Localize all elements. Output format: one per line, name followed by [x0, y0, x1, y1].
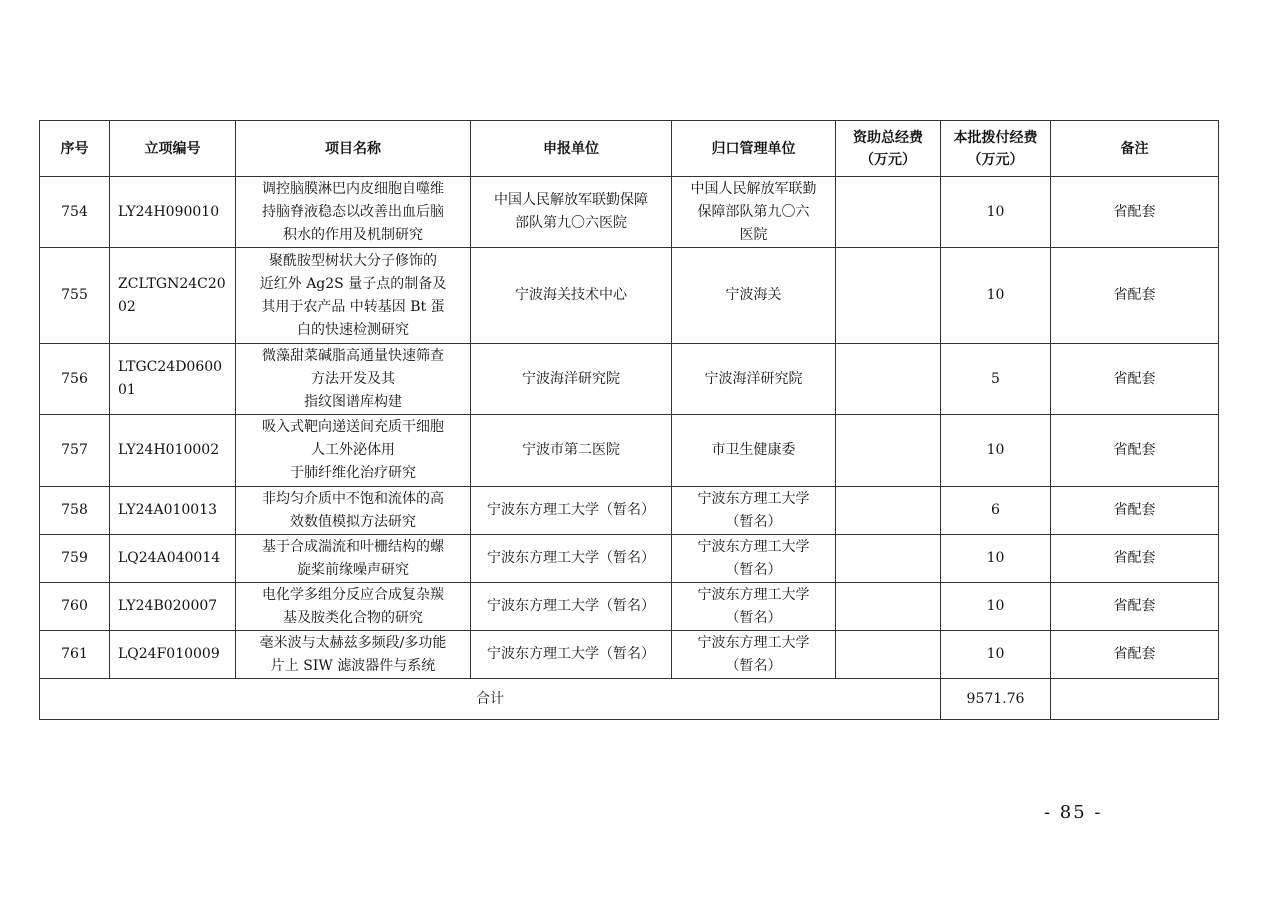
cell-manager-line: 市卫生健康委	[711, 442, 796, 458]
header-name: 项目名称	[236, 121, 471, 177]
cell-code: ZCLTGN24C2002	[110, 248, 236, 344]
cell-name	[236, 248, 471, 344]
cell-manager	[672, 631, 836, 679]
cell-seq: 760	[40, 583, 110, 631]
cell-name-line: 白的快速检测研究	[297, 321, 409, 338]
cell-seq: 761	[40, 631, 110, 679]
cell-name-line: 方法开发及其	[311, 370, 395, 387]
cell-remark: 省配套	[1051, 487, 1219, 535]
cell-manager-line: （暂名）	[725, 561, 782, 578]
table-row	[40, 177, 1219, 248]
cell-seq: 756	[40, 344, 110, 415]
cell-applicant	[471, 415, 672, 487]
cell-remark: 省配套	[1051, 535, 1219, 583]
cell-name-line: 近红外 Ag2S 量子点的制备及	[259, 275, 447, 292]
total-row	[40, 679, 1219, 720]
cell-code: LY24H090010	[110, 177, 236, 248]
cell-name-line: 效数值模拟方法研究	[290, 513, 416, 530]
header-total-funding-line1: 资助总经费	[853, 129, 923, 146]
cell-name	[236, 344, 471, 415]
cell-applicant	[471, 177, 672, 248]
cell-manager	[672, 177, 836, 248]
cell-manager-line: （暂名）	[725, 657, 782, 674]
cell-total-funding	[836, 415, 941, 487]
cell-applicant	[471, 487, 672, 535]
header-total-funding-line2: （万元）	[860, 151, 916, 168]
header-batch-funding	[941, 121, 1051, 177]
cell-name-line: 非均匀介质中不饱和流体的高	[262, 490, 444, 507]
cell-name-line: 吸入式靶向递送间充质干细胞	[262, 419, 444, 435]
header-batch-funding-line2: （万元）	[967, 151, 1024, 168]
cell-batch-funding: 10	[941, 583, 1051, 631]
cell-remark: 省配套	[1051, 415, 1219, 487]
cell-manager-line: （暂名）	[725, 513, 782, 530]
table-row	[40, 415, 1219, 487]
cell-name-line: 持脑脊液稳态以改善出血后脑	[262, 203, 444, 220]
table-row	[40, 631, 1219, 679]
cell-applicant	[471, 583, 672, 631]
table-body	[40, 177, 1219, 679]
cell-name-line: 其用于农产品 中转基因 Bt 蛋	[261, 298, 445, 315]
table-row	[40, 248, 1219, 344]
cell-manager	[672, 415, 836, 487]
header-applicant: 申报单位	[471, 121, 672, 177]
table-row	[40, 583, 1219, 631]
cell-name-line: 基于合成湍流和叶栅结构的螺	[262, 538, 444, 555]
cell-manager-line: 宁波东方理工大学	[697, 634, 810, 651]
cell-remark: 省配套	[1051, 177, 1219, 248]
cell-batch-funding: 10	[941, 415, 1051, 487]
cell-code: LY24B020007	[110, 583, 236, 631]
cell-applicant	[471, 631, 672, 679]
table-row	[40, 344, 1219, 415]
cell-batch-funding: 10	[941, 535, 1051, 583]
cell-name-line: 于肺纤维化治疗研究	[290, 465, 416, 481]
cell-batch-funding: 10	[941, 177, 1051, 248]
cell-name-line: 人工外泌体用	[311, 442, 395, 458]
cell-manager-line: 保障部队第九〇六	[697, 203, 810, 220]
cell-manager-line: 宁波东方理工大学	[697, 538, 810, 555]
cell-applicant-line: 中国人民解放军联勤保障	[494, 192, 648, 208]
cell-applicant-line: 宁波市第二医院	[522, 442, 620, 458]
cell-manager-line: 宁波东方理工大学	[697, 490, 810, 507]
cell-code: LQ24A040014	[110, 535, 236, 583]
cell-name	[236, 415, 471, 487]
header-manager: 归口管理单位	[672, 121, 836, 177]
cell-name-line: 旋桨前缘噪声研究	[297, 561, 409, 578]
cell-applicant-line: 宁波海洋研究院	[522, 370, 620, 387]
cell-applicant	[471, 248, 672, 344]
cell-name-line: 积水的作用及机制研究	[283, 226, 423, 243]
cell-code: LTGC24D060001	[110, 344, 236, 415]
cell-code: LQ24F010009	[110, 631, 236, 679]
cell-batch-funding: 5	[941, 344, 1051, 415]
cell-applicant-line: 宁波东方理工大学（暂名）	[487, 502, 655, 518]
cell-applicant	[471, 344, 672, 415]
table-row	[40, 487, 1219, 535]
cell-applicant-line: 部队第九〇六医院	[515, 215, 627, 231]
cell-name-line: 毫米波与太赫兹多频段/多功能	[259, 634, 447, 651]
cell-seq: 755	[40, 248, 110, 344]
cell-total-funding	[836, 177, 941, 248]
table-row	[40, 535, 1219, 583]
header-code: 立项编号	[110, 121, 236, 177]
page-number: - 85 -	[1044, 802, 1103, 823]
cell-total-funding	[836, 631, 941, 679]
cell-name-line: 电化学多组分反应合成复杂羰	[262, 586, 444, 603]
cell-manager	[672, 344, 836, 415]
cell-applicant-line: 宁波东方理工大学（暂名）	[487, 598, 655, 614]
cell-manager-line: 宁波海洋研究院	[704, 370, 803, 387]
cell-name-line: 调控脑膜淋巴内皮细胞自噬维	[262, 180, 444, 197]
funding-table	[39, 120, 1219, 720]
cell-code: LY24A010013	[110, 487, 236, 535]
cell-seq: 757	[40, 415, 110, 487]
cell-applicant-line: 宁波东方理工大学（暂名）	[487, 646, 655, 662]
cell-manager	[672, 535, 836, 583]
total-label: 合计	[40, 679, 941, 720]
cell-applicant	[471, 535, 672, 583]
cell-manager-line: （暂名）	[725, 609, 782, 626]
cell-name	[236, 177, 471, 248]
cell-name	[236, 535, 471, 583]
header-batch-funding-line1: 本批拨付经费	[953, 129, 1038, 146]
cell-manager-line: 医院	[739, 226, 768, 243]
cell-seq: 759	[40, 535, 110, 583]
cell-name	[236, 583, 471, 631]
cell-total-funding	[836, 344, 941, 415]
total-remark	[1051, 679, 1219, 720]
cell-total-funding	[836, 535, 941, 583]
cell-batch-funding: 10	[941, 631, 1051, 679]
cell-batch-funding: 10	[941, 248, 1051, 344]
cell-name-line: 微藻甜菜碱脂高通量快速筛查	[262, 347, 444, 364]
cell-manager	[672, 487, 836, 535]
cell-name-line: 基及胺类化合物的研究	[283, 609, 423, 626]
header-remarks: 备注	[1051, 121, 1219, 177]
cell-code: LY24H010002	[110, 415, 236, 487]
cell-total-funding	[836, 248, 941, 344]
cell-total-funding	[836, 583, 941, 631]
header-row	[40, 121, 1219, 177]
cell-manager	[672, 583, 836, 631]
cell-manager-line: 宁波东方理工大学	[697, 586, 810, 603]
cell-remark: 省配套	[1051, 631, 1219, 679]
cell-seq: 754	[40, 177, 110, 248]
cell-name	[236, 631, 471, 679]
cell-batch-funding: 6	[941, 487, 1051, 535]
cell-remark: 省配套	[1051, 583, 1219, 631]
cell-total-funding	[836, 487, 941, 535]
cell-manager-line: 宁波海关	[725, 287, 782, 303]
total-batch-value: 9571.76	[941, 679, 1051, 720]
header-seq: 序号	[40, 121, 110, 177]
cell-name-line: 指纹图谱库构建	[304, 393, 402, 410]
cell-remark: 省配套	[1051, 344, 1219, 415]
cell-name-line: 片上 SIW 滤波器件与系统	[270, 657, 436, 674]
cell-manager	[672, 248, 836, 344]
header-total-funding	[836, 121, 941, 177]
cell-name-line: 聚酰胺型树状大分子修饰的	[269, 252, 437, 269]
cell-applicant-line: 宁波东方理工大学（暂名）	[487, 550, 655, 566]
cell-name	[236, 487, 471, 535]
cell-remark: 省配套	[1051, 248, 1219, 344]
cell-seq: 758	[40, 487, 110, 535]
cell-applicant-line: 宁波海关技术中心	[515, 287, 627, 303]
cell-manager-line: 中国人民解放军联勤	[690, 180, 817, 197]
